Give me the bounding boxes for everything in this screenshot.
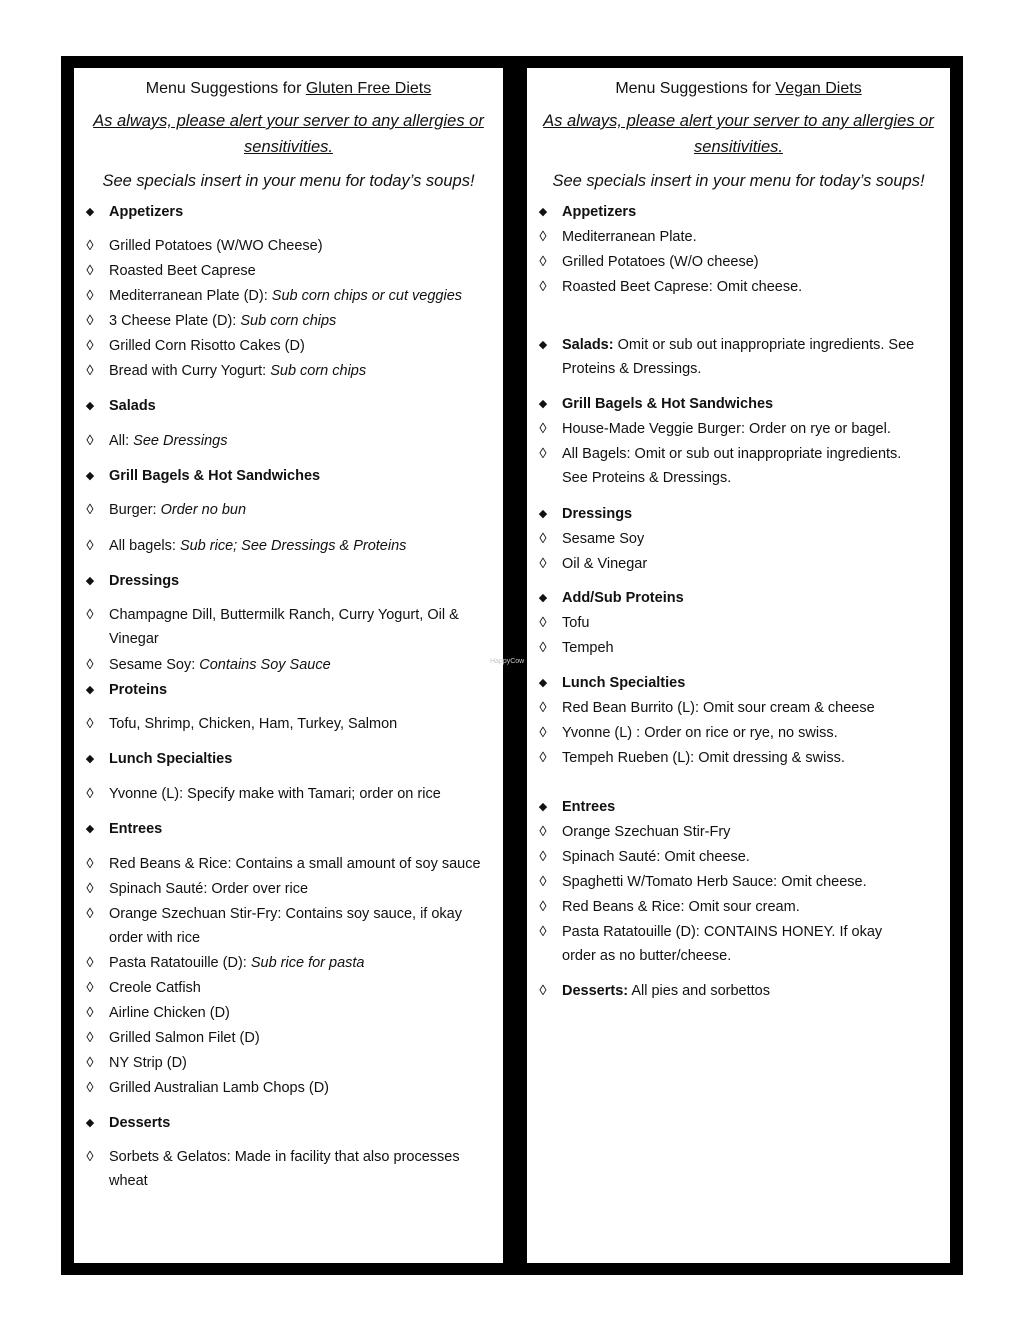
lozenge-icon: ◊ [539, 725, 547, 741]
item-name: Bread with Curry Yogurt: [109, 363, 271, 379]
item-name: Pasta Ratatouille (D): [109, 955, 251, 971]
title-prefix: Menu Suggestions for [145, 80, 306, 97]
lozenge-icon: ◊ [86, 786, 94, 802]
category-note: Omit or sub out inappropriate ingredients. See [613, 337, 915, 353]
lozenge-icon: ◊ [86, 263, 94, 279]
lozenge-icon: ◊ [86, 881, 94, 897]
item-note: See Dressings [133, 433, 228, 449]
lozenge-icon: ◊ [539, 750, 547, 766]
allergy-alert: As always, please alert your server to any allergies or sensitivities. [93, 112, 484, 156]
item-note: Sub corn chips [240, 313, 337, 329]
lozenge-icon: ◊ [86, 313, 94, 329]
item-note: Sub corn chips [270, 363, 367, 379]
watermark: HappyCow [490, 658, 525, 665]
lozenge-icon: ◊ [86, 906, 94, 922]
lozenge-icon: ◊ [539, 849, 547, 865]
lozenge-icon: ◊ [539, 983, 547, 999]
bullet-diamond-icon: ◆ [538, 801, 548, 813]
item-name: 3 Cheese Plate (D): [109, 313, 241, 329]
item-note: Order no bun [160, 502, 247, 518]
bullet-diamond-icon: ◆ [85, 753, 95, 765]
bullet-diamond-icon: ◆ [85, 1117, 95, 1129]
lozenge-icon: ◊ [86, 856, 94, 872]
item-note: Sub rice for pasta [250, 955, 365, 971]
item-name: Mediterranean Plate (D): [109, 288, 272, 304]
item-note: Contains Soy Sauce [199, 657, 331, 673]
lozenge-icon: ◊ [86, 288, 94, 304]
bullet-diamond-icon: ◆ [85, 470, 95, 482]
lozenge-icon: ◊ [86, 433, 94, 449]
lozenge-icon: ◊ [539, 421, 547, 437]
lozenge-icon: ◊ [86, 338, 94, 354]
vegan-title [527, 80, 950, 98]
bullet-diamond-icon: ◆ [538, 508, 548, 520]
lozenge-icon: ◊ [86, 1055, 94, 1071]
lozenge-icon: ◊ [539, 556, 547, 572]
item-note: Sub corn chips or cut veggies [271, 288, 463, 304]
lozenge-icon: ◊ [86, 607, 94, 623]
item-name: Burger: [109, 502, 161, 518]
menu-frame [61, 56, 963, 1275]
bullet-diamond-icon: ◆ [538, 592, 548, 604]
title-diet: Gluten Free Diets [305, 80, 432, 97]
lozenge-icon: ◊ [539, 229, 547, 245]
lozenge-icon: ◊ [86, 538, 94, 554]
bullet-diamond-icon: ◆ [538, 677, 548, 689]
lozenge-icon: ◊ [86, 363, 94, 379]
lozenge-icon: ◊ [86, 1005, 94, 1021]
title-prefix: Menu Suggestions for [615, 80, 776, 97]
allergy-alert: As always, please alert your server to any allergies or sensitivities. [543, 112, 934, 156]
lozenge-icon: ◊ [86, 716, 94, 732]
item-name: Sesame Soy: [109, 657, 200, 673]
lozenge-icon: ◊ [86, 980, 94, 996]
item-note: Sub rice; See Dressings & Proteins [179, 538, 407, 554]
category-label: Desserts: [562, 983, 629, 999]
lozenge-icon: ◊ [539, 700, 547, 716]
lozenge-icon: ◊ [539, 446, 547, 462]
lozenge-icon: ◊ [539, 924, 547, 940]
bullet-diamond-icon: ◆ [538, 398, 548, 410]
lozenge-icon: ◊ [539, 899, 547, 915]
bullet-diamond-icon: ◆ [85, 400, 95, 412]
bullet-diamond-icon: ◆ [85, 575, 95, 587]
category-label: Salads: [562, 337, 614, 353]
lozenge-icon: ◊ [539, 279, 547, 295]
bullet-diamond-icon: ◆ [538, 339, 548, 351]
lozenge-icon: ◊ [539, 824, 547, 840]
bullet-diamond-icon: ◆ [85, 206, 95, 218]
title-diet: Vegan Diets [775, 80, 862, 97]
item-name: All: [109, 433, 134, 449]
lozenge-icon: ◊ [539, 254, 547, 270]
lozenge-icon: ◊ [539, 640, 547, 656]
gluten-free-title [74, 80, 503, 98]
lozenge-icon: ◊ [86, 502, 94, 518]
specials-note: See specials insert in your menu for today’s soups! [102, 172, 475, 190]
lozenge-icon: ◊ [86, 1149, 94, 1165]
gluten-free-panel: Menu Suggestions for Gluten Free Diets As always, please alert your server to any allergies or sensitivities. See specials insert in your menu for today’s soups! ◆ Appetizers ◊ Grilled Potatoes (W/WO Cheese) ◊ Roasted Beet Caprese ◊ Mediterranean Plate (D): Sub corn chips or cut veggies ◊ 3 Cheese Plate (D): Sub corn chips ◊ Grilled Corn Risotto Cakes (D) ◊ Bread with Curry Yogurt: Sub corn chips ◆ Salads ◊ All: See Dressings ◆ Grill Bagels & Hot Sandwiches ◊ Burger: Order no bun ◊ All bagels: Sub rice; See Dressings & Proteins ◆ Dressings ◊ Champagne Dill, Buttermilk Ranch, Curry Yogurt, Oil & Vinegar ◊ Sesame Soy: Contains Soy Sauce ◆ Proteins ◊ Tofu, Shrimp, Chicken, Ham, Turkey, Salmon ◆ Lunch Specialties ◊ Yvonne (L): Specify make with Tamari; order on rice ◆ Entrees ◊ Red Beans & Rice: Contains a small amount of soy sauce ◊ Spinach Sauté: Order over rice ◊ Orange Szechuan Stir-Fry: Contains soy sauce, if okay order with rice ◊ Pasta Ratatouille (D): Sub rice for pasta ◊ Creole Catfish ◊ Airline Chicken (D) ◊ Grilled Salmon Filet (D) ◊ NY Strip (D) ◊ Grilled Australian Lamb Chops (D) ◆ Desserts ◊ Sorbets & Gelatos: Made in facility that also processes wheat [74, 68, 503, 1263]
lozenge-icon: ◊ [86, 1080, 94, 1096]
lozenge-icon: ◊ [539, 615, 547, 631]
lozenge-icon: ◊ [86, 1030, 94, 1046]
lozenge-icon: ◊ [86, 238, 94, 254]
category-note: All pies and sorbettos [628, 983, 770, 999]
lozenge-icon: ◊ [86, 657, 94, 673]
lozenge-icon: ◊ [539, 874, 547, 890]
bullet-diamond-icon: ◆ [538, 206, 548, 218]
lozenge-icon: ◊ [86, 955, 94, 971]
vegan-panel: Menu Suggestions for Vegan Diets As always, please alert your server to any allergies or sensitivities. See specials insert in your menu for today’s soups! ◆ Appetizers ◊ Mediterranean Plate. ◊ Grilled Potatoes (W/O cheese) ◊ Roasted Beet Caprese: Omit cheese. ◆ Salads: Omit or sub out inappropriate ingredients. See Proteins & Dressings. ◆ Grill Bagels & Hot Sandwiches ◊ House-Made Veggie Burger: Order on rye or bagel. ◊ All Bagels: Omit or sub out inappropriate ingredients. See Proteins & Dressings. ◆ Dressings ◊ Sesame Soy ◊ Oil & Vinegar ◆ Add/Sub Proteins ◊ Tofu ◊ Tempeh ◆ Lunch Specialties ◊ Red Bean Burrito (L): Omit sour cream & cheese ◊ Yvonne (L) : Order on rice or rye, no swiss. ◊ Tempeh Rueben (L): Omit dressing & swiss. ◆ Entrees ◊ Orange Szechuan Stir-Fry ◊ Spinach Sauté: Omit cheese. ◊ Spaghetti W/Tomato Herb Sauce: Omit cheese. ◊ Red Beans & Rice: Omit sour cream. ◊ Pasta Ratatouille (D): CONTAINS HONEY. If okay order as no butter/cheese. ◊ Desserts: All pies and sorbettos [527, 68, 950, 1263]
item-name: All bagels: [109, 538, 180, 554]
bullet-diamond-icon: ◆ [85, 684, 95, 696]
bullet-diamond-icon: ◆ [85, 823, 95, 835]
lozenge-icon: ◊ [539, 531, 547, 547]
specials-note: See specials insert in your menu for today’s soups! [552, 172, 925, 190]
